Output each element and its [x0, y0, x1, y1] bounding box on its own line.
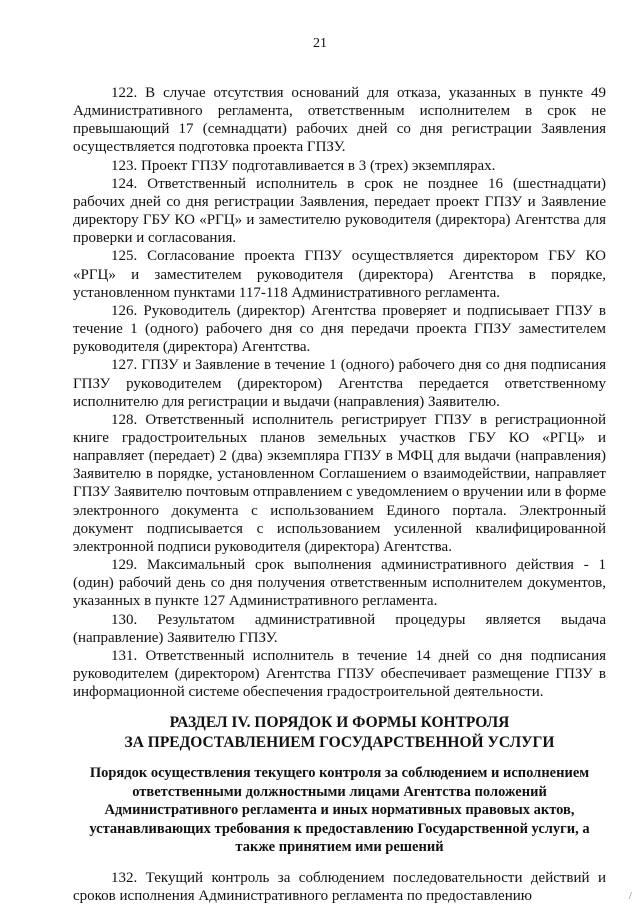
section-subheading: Порядок осуществления текущего контроля за соблюдением и исполнением ответственными должностными лицами Агентства положений Административного регламента и иных нормативных правовых актов, устанавливающих требования к предоставлению Государственной услуги, а также принятием ими решений: [89, 765, 590, 856]
paragraph-132: 132. Текущий контроль за соблюдением последовательности действий и сроков исполнения Административного регламента по предоставлению: [73, 869, 606, 904]
page-edge-mark: /: [629, 891, 632, 902]
paragraph-124: 124. Ответственный исполнитель в срок не позднее 16 (шестнадцати) рабочих дней со дня регистрации Заявления, передает проект ГПЗУ и Заявление директору ГБУ КО «РГЦ» и заместителю руководителя (директора) Агентства для проверки и согласования.: [73, 175, 606, 247]
paragraph-123: 123. Проект ГПЗУ подготавливается в 3 (трех) экземплярах.: [111, 157, 496, 174]
paragraph-131: 131. Ответственный исполнитель в течение 14 дней со дня подписания руководителем (директором) Агентства ГПЗУ обеспечивает размещение ГПЗУ в информационной системе обеспечения градостроительной деятельности.: [73, 647, 606, 701]
paragraph-128: 128. Ответственный исполнитель регистрирует ГПЗУ в регистрационной книге градостроительных планов земельных участков ГБУ КО «РГЦ» и направляет (передает) 2 (два) экземпляра ГПЗУ в МФЦ для выдачи (направления) Заявителю в порядке, установленном Соглашением о взаимодействии, направляет ГПЗУ Заявителю почтовым отправлением с уведомлением о вручении или в форме электронного документа с использованием Единого портала. Электронный документ подписывается с использованием усиленной квалифицированной электронной подписи руководителя (директора) Агентства.: [73, 411, 606, 555]
paragraph-126: 126. Руководитель (директор) Агентства проверяет и подписывает ГПЗУ в течение 1 (одного) рабочего дня со дня передачи проекта ГПЗУ заместителем руководителя (директора) Агентства.: [73, 302, 606, 356]
paragraph-127: 127. ГПЗУ и Заявление в течение 1 (одного) рабочего дня со дня подписания ГПЗУ руководителем (директором) Агентства передается ответственному исполнителю для регистрации и выдачи (направления) Заявителю.: [73, 357, 606, 410]
paragraph-129: 129. Максимальный срок выполнения административного действия - 1 (один) рабочий день со дня получения ответственным исполнителем документов, указанных в пункте 127 Административного регламента.: [73, 557, 606, 610]
section-heading: [73, 713, 606, 753]
paragraph-122: 122. В случае отсутствия оснований для отказа, указанных в пункте 49 Административного регламента, ответственным исполнителем в срок не превышающий 17 (семнадцати) рабочих дней со дня регистрации Заявления осуществляется подготовка проекта ГПЗУ.: [73, 85, 606, 156]
document-body: [73, 84, 606, 905]
section-heading-line-2: ЗА ПРЕДОСТАВЛЕНИЕМ ГОСУДАРСТВЕННОЙ УСЛУГИ: [124, 734, 555, 752]
page-number: 21: [313, 36, 327, 51]
section-heading-line-1: РАЗДЕЛ IV. ПОРЯДОК И ФОРМЫ КОНТРОЛЯ: [169, 714, 510, 732]
paragraph-125: 125. Согласование проекта ГПЗУ осуществляется директором ГБУ КО «РГЦ» и заместителем руководителя (директора) Агентства в порядке, установленном пунктами 117-118 Административного регламента.: [73, 248, 606, 301]
paragraph-130: 130. Результатом административной процедуры является выдача (направление) Заявителю ГПЗУ.: [73, 611, 606, 646]
